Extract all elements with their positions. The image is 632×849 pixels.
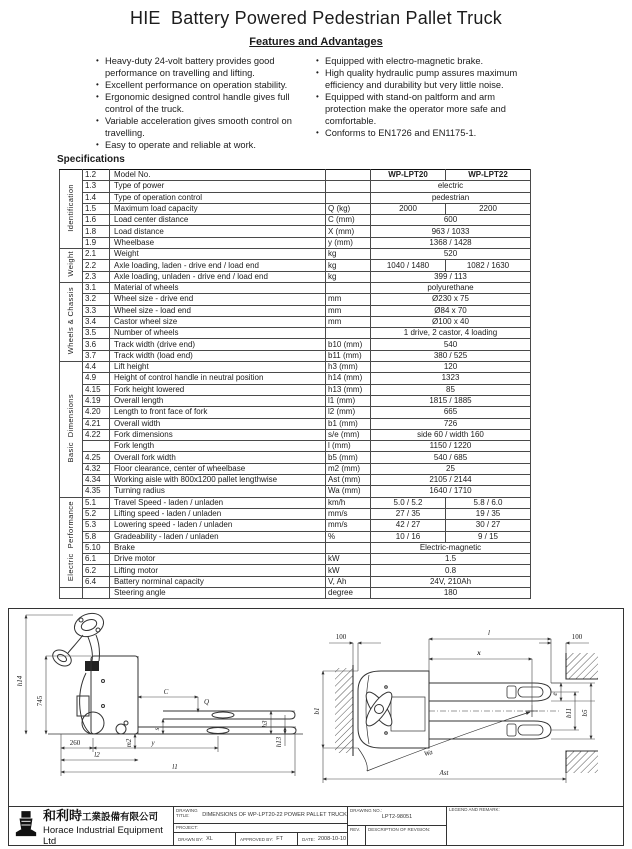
table-row bbox=[60, 316, 531, 327]
row-symbol-unit: s/e (mm) bbox=[326, 429, 371, 440]
row-value: 25 bbox=[371, 463, 531, 474]
row-symbol-unit: mm bbox=[326, 316, 371, 327]
table-row bbox=[60, 328, 531, 339]
table-row bbox=[60, 339, 531, 350]
table-row bbox=[60, 452, 531, 463]
row-description: Turning radius bbox=[110, 486, 326, 497]
row-symbol-unit: kg bbox=[326, 271, 371, 282]
row-number: 1.5 bbox=[83, 203, 110, 214]
row-number: 4.21 bbox=[83, 418, 110, 429]
feature-item: • Conforms to EN1726 and EN1175-1. bbox=[316, 127, 532, 139]
table-row bbox=[60, 282, 531, 293]
row-number: 3.3 bbox=[83, 305, 110, 316]
table-row bbox=[60, 373, 531, 384]
dim-label-l2: l2 bbox=[94, 751, 100, 759]
section-label: Weight bbox=[60, 249, 83, 283]
row-description: Load distance bbox=[110, 226, 326, 237]
section-label: Basic Dimensions bbox=[60, 362, 83, 498]
table-row bbox=[60, 463, 531, 474]
section-label: Wheels & Chassis bbox=[60, 282, 83, 361]
row-number: 1.2 bbox=[83, 170, 110, 181]
row-value: 665 bbox=[371, 407, 531, 418]
row-value: 120 bbox=[371, 362, 531, 373]
row-value-lpt20: 27 / 35 bbox=[371, 508, 446, 519]
row-value: 1 drive, 2 castor, 4 loading bbox=[371, 328, 531, 339]
dim-label-b5: b5 bbox=[581, 709, 589, 717]
row-number: 4.15 bbox=[83, 384, 110, 395]
drawing-no-label: DRAWING NO.: bbox=[350, 808, 383, 813]
row-value: 2105 / 2144 bbox=[371, 475, 531, 486]
row-description: Lowering speed - laden / unladen bbox=[110, 520, 326, 531]
row-symbol-unit: h13 (mm) bbox=[326, 384, 371, 395]
row-value: 726 bbox=[371, 418, 531, 429]
row-value: pedestrian bbox=[371, 192, 531, 203]
row-description: Fork dimensions bbox=[110, 429, 326, 440]
row-description: Height of control handle in neutral position bbox=[110, 373, 326, 384]
dim-label-C: C bbox=[163, 688, 169, 696]
row-symbol-unit: l1 (mm) bbox=[326, 395, 371, 406]
company-name-zh-main: 和利時 bbox=[43, 808, 83, 823]
dim-label-l1: l1 bbox=[172, 763, 178, 771]
row-symbol-unit bbox=[326, 192, 371, 203]
dim-label-100-right: 100 bbox=[571, 633, 583, 641]
drawing-no-value: LPT2-98051 bbox=[381, 814, 413, 820]
top-view-dimension-labels bbox=[313, 629, 589, 777]
row-value: 963 / 1033 bbox=[371, 226, 531, 237]
row-description: Overall length bbox=[110, 395, 326, 406]
row-description: Overall fork width bbox=[110, 452, 326, 463]
table-row bbox=[60, 305, 531, 316]
row-value-lpt22: WP-LPT22 bbox=[446, 170, 531, 181]
row-number: 1.6 bbox=[83, 215, 110, 226]
table-row bbox=[60, 170, 531, 181]
row-description: Steering angle bbox=[110, 587, 326, 598]
row-value: 399 / 113 bbox=[371, 271, 531, 282]
row-description: Fork length bbox=[110, 441, 326, 452]
row-description: Fork height lowered bbox=[110, 384, 326, 395]
row-value: 24V, 210Ah bbox=[371, 576, 531, 587]
approved-by-value: FT bbox=[276, 836, 283, 842]
row-symbol-unit: b10 (mm) bbox=[326, 339, 371, 350]
table-row bbox=[60, 203, 531, 214]
row-number: 2.1 bbox=[83, 249, 110, 260]
row-value: 1368 / 1428 bbox=[371, 237, 531, 248]
row-description: Overall width bbox=[110, 418, 326, 429]
row-symbol-unit: C (mm) bbox=[326, 215, 371, 226]
drawn-by-value: XL bbox=[206, 836, 213, 842]
table-row bbox=[60, 441, 531, 452]
row-number: 3.2 bbox=[83, 294, 110, 305]
drawing-title-label: DRAWING TITLE: bbox=[176, 808, 198, 818]
side-view-truck-outline bbox=[48, 611, 303, 734]
feature-item: • Heavy-duty 24-volt battery provides good performance on travelling and lifting. bbox=[96, 55, 306, 79]
row-description: Model No. bbox=[110, 170, 326, 181]
dim-label-e: e bbox=[551, 692, 559, 696]
row-description: Lifting speed - laden / unladen bbox=[110, 508, 326, 519]
drawing-sheet bbox=[8, 608, 624, 846]
row-symbol-unit: mm bbox=[326, 294, 371, 305]
row-value-lpt20: WP-LPT20 bbox=[371, 170, 446, 181]
row-value-lpt20: 1040 / 1480 bbox=[371, 260, 446, 271]
dim-label-h3: h3 bbox=[261, 720, 269, 728]
section-label: Identification bbox=[60, 170, 83, 249]
row-description: Length to front face of fork bbox=[110, 407, 326, 418]
dim-label-m2: m2 bbox=[125, 738, 133, 748]
row-description: Wheel size - drive end bbox=[110, 294, 326, 305]
table-row bbox=[60, 475, 531, 486]
table-row bbox=[60, 362, 531, 373]
dim-label-100-left: 100 bbox=[335, 633, 347, 641]
table-row bbox=[60, 565, 531, 576]
company-logo bbox=[14, 810, 38, 842]
row-symbol-unit: X (mm) bbox=[326, 226, 371, 237]
row-number: 3.1 bbox=[83, 282, 110, 293]
row-number: 1.4 bbox=[83, 192, 110, 203]
row-value-lpt20: 42 / 27 bbox=[371, 520, 446, 531]
table-row bbox=[60, 587, 531, 598]
top-view-drawing bbox=[309, 613, 621, 808]
row-symbol-unit: degree bbox=[326, 587, 371, 598]
legend-label: LEGEND AND REMARK: bbox=[449, 807, 500, 812]
feature-item: • Equipped with stand-on paltform and arm protection make the operator more safe and comfortable. bbox=[316, 91, 532, 127]
row-description: Track width (load end) bbox=[110, 350, 326, 361]
row-symbol-unit: b5 (mm) bbox=[326, 452, 371, 463]
side-view-drawing bbox=[13, 611, 308, 808]
approved-by-label: APPROVED BY: bbox=[240, 837, 274, 842]
row-symbol-unit: Q (kg) bbox=[326, 203, 371, 214]
table-row bbox=[60, 384, 531, 395]
row-value: 0.8 bbox=[371, 565, 531, 576]
row-value-lpt22: 5.8 / 6.0 bbox=[446, 497, 531, 508]
row-value: Ø100 x 40 bbox=[371, 316, 531, 327]
row-number: 5.8 bbox=[83, 531, 110, 542]
table-row bbox=[60, 395, 531, 406]
title-block bbox=[9, 806, 623, 845]
features-list-right bbox=[316, 55, 532, 151]
row-value: 1815 / 1885 bbox=[371, 395, 531, 406]
row-number: 2.2 bbox=[83, 260, 110, 271]
row-value: 600 bbox=[371, 215, 531, 226]
row-symbol-unit bbox=[326, 282, 371, 293]
title-block-legend bbox=[447, 807, 623, 845]
row-symbol-unit: mm/s bbox=[326, 520, 371, 531]
row-value: 85 bbox=[371, 384, 531, 395]
feature-item: • Easy to operate and reliable at work. bbox=[96, 139, 306, 151]
row-description: Material of wheels bbox=[110, 282, 326, 293]
row-description: Number of wheels bbox=[110, 328, 326, 339]
row-number: 5.10 bbox=[83, 542, 110, 553]
table-row bbox=[60, 576, 531, 587]
table-row bbox=[60, 531, 531, 542]
row-description: Track width (drive end) bbox=[110, 339, 326, 350]
row-description: Weight bbox=[110, 249, 326, 260]
row-symbol-unit: h14 (mm) bbox=[326, 373, 371, 384]
row-description: Working aisle with 800x1200 pallet lengthwise bbox=[110, 475, 326, 486]
row-description: Type of operation control bbox=[110, 192, 326, 203]
dim-label-l: l bbox=[488, 629, 490, 637]
row-number bbox=[83, 587, 110, 598]
dim-label-Wa: Wa bbox=[423, 748, 434, 759]
table-row bbox=[60, 350, 531, 361]
features-list-left bbox=[96, 55, 306, 151]
row-number: 1.8 bbox=[83, 226, 110, 237]
row-value: 1150 / 1220 bbox=[371, 441, 531, 452]
row-number: 2.3 bbox=[83, 271, 110, 282]
row-number: 4.9 bbox=[83, 373, 110, 384]
row-symbol-unit: l2 (mm) bbox=[326, 407, 371, 418]
dim-label-b11: b11 bbox=[565, 708, 573, 718]
dim-label-b1: b1 bbox=[313, 707, 321, 715]
dim-label-745: 745 bbox=[36, 695, 44, 707]
table-row bbox=[60, 418, 531, 429]
row-number: 4.25 bbox=[83, 452, 110, 463]
features-heading: Features and Advantages bbox=[249, 36, 383, 48]
feature-item: • Equipped with electro-magnetic brake. bbox=[316, 55, 532, 67]
row-number: 6.4 bbox=[83, 576, 110, 587]
row-number: 4.32 bbox=[83, 463, 110, 474]
row-number: 6.2 bbox=[83, 565, 110, 576]
date-value: 2008-10-10 bbox=[317, 836, 347, 842]
table-row bbox=[60, 429, 531, 440]
feature-item: • High quality hydraulic pump assures maximum efficiency and durability but very little noise. bbox=[316, 67, 532, 91]
company-cell bbox=[9, 807, 174, 845]
row-symbol-unit: h3 (mm) bbox=[326, 362, 371, 373]
table-row bbox=[60, 249, 531, 260]
row-symbol-unit: % bbox=[326, 531, 371, 542]
row-symbol-unit: Ast (mm) bbox=[326, 475, 371, 486]
row-symbol-unit: l (mm) bbox=[326, 441, 371, 452]
row-description: Axle loading, laden - drive end / load end bbox=[110, 260, 326, 271]
row-number: 4.4 bbox=[83, 362, 110, 373]
row-description: Wheel size - load end bbox=[110, 305, 326, 316]
row-number bbox=[83, 441, 110, 452]
row-value-lpt22: 1082 / 1630 bbox=[446, 260, 531, 271]
row-number: 3.6 bbox=[83, 339, 110, 350]
company-name-zh-rest: 工業設備有限公司 bbox=[82, 812, 159, 823]
row-number: 3.5 bbox=[83, 328, 110, 339]
specifications-heading: Specifications bbox=[57, 154, 125, 165]
row-value-lpt22: 2200 bbox=[446, 203, 531, 214]
description-of-revision-label: DESCRIPTION OF REVISION: bbox=[368, 827, 431, 832]
spec-table bbox=[59, 169, 531, 599]
dim-label-y: y bbox=[151, 739, 155, 747]
row-value-lpt20: 10 / 16 bbox=[371, 531, 446, 542]
company-name-en: Horace Industrial Equipment Ltd bbox=[43, 825, 163, 847]
row-symbol-unit: mm/s bbox=[326, 508, 371, 519]
side-view-dimension-labels bbox=[16, 675, 283, 771]
dim-label-x: x bbox=[477, 649, 481, 657]
table-row bbox=[60, 508, 531, 519]
table-row bbox=[60, 237, 531, 248]
row-number: 5.1 bbox=[83, 497, 110, 508]
row-value: 1.5 bbox=[371, 554, 531, 565]
drawn-by-label: DRAWN BY: bbox=[178, 837, 204, 842]
row-symbol-unit bbox=[326, 328, 371, 339]
row-description: Battery norminal capacity bbox=[110, 576, 326, 587]
title-block-drawing-no bbox=[348, 807, 447, 845]
row-number: 4.20 bbox=[83, 407, 110, 418]
row-symbol-unit: km/h bbox=[326, 497, 371, 508]
table-row bbox=[60, 181, 531, 192]
top-view-truck-outline bbox=[335, 653, 598, 773]
row-value: Electric-magnetic bbox=[371, 542, 531, 553]
row-value-lpt22: 19 / 35 bbox=[446, 508, 531, 519]
rev-label: REV. bbox=[348, 826, 366, 845]
row-value-lpt22: 30 / 27 bbox=[446, 520, 531, 531]
row-symbol-unit: m2 (mm) bbox=[326, 463, 371, 474]
table-row bbox=[60, 542, 531, 553]
row-number: 4.19 bbox=[83, 395, 110, 406]
row-value: 1323 bbox=[371, 373, 531, 384]
row-symbol-unit: kg bbox=[326, 249, 371, 260]
row-number: 1.9 bbox=[83, 237, 110, 248]
row-symbol-unit bbox=[326, 181, 371, 192]
row-number: 6.1 bbox=[83, 554, 110, 565]
feature-item: • Ergonomic designed control handle gives full control of the truck. bbox=[96, 91, 306, 115]
row-symbol-unit: V, Ah bbox=[326, 576, 371, 587]
table-row bbox=[60, 215, 531, 226]
row-number: 4.22 bbox=[83, 429, 110, 440]
row-symbol-unit: Wa (mm) bbox=[326, 486, 371, 497]
row-value: 380 / 525 bbox=[371, 350, 531, 361]
row-value: Ø84 x 70 bbox=[371, 305, 531, 316]
row-value: 1640 / 1710 bbox=[371, 486, 531, 497]
table-row bbox=[60, 497, 531, 508]
drawing-title-value: DIMENSIONS OF WP-LPT20-22 POWER PALLET TRUCK bbox=[202, 812, 347, 818]
spec-table-body bbox=[60, 170, 531, 599]
table-row bbox=[60, 294, 531, 305]
row-value: 180 bbox=[371, 587, 531, 598]
dim-label-Ast: Ast bbox=[439, 769, 449, 777]
row-symbol-unit bbox=[326, 542, 371, 553]
date-label: DATE: bbox=[302, 837, 315, 842]
table-row bbox=[60, 486, 531, 497]
row-description: Lifting motor bbox=[110, 565, 326, 576]
row-description: Travel Speed - laden / unladen bbox=[110, 497, 326, 508]
row-value: 540 bbox=[371, 339, 531, 350]
title-block-middle bbox=[174, 807, 348, 845]
row-value: 520 bbox=[371, 249, 531, 260]
table-row bbox=[60, 520, 531, 531]
row-symbol-unit bbox=[326, 170, 371, 181]
table-row bbox=[60, 554, 531, 565]
dim-label-h14: h14 bbox=[16, 675, 24, 687]
row-description: Castor wheel size bbox=[110, 316, 326, 327]
row-value: polyurethane bbox=[371, 282, 531, 293]
row-description: Brake bbox=[110, 542, 326, 553]
dim-label-Q: Q bbox=[204, 698, 210, 706]
side-view-dimension-lines bbox=[26, 615, 296, 776]
row-description: Type of power bbox=[110, 181, 326, 192]
row-description: Drive motor bbox=[110, 554, 326, 565]
row-number: 3.4 bbox=[83, 316, 110, 327]
row-symbol-unit: kW bbox=[326, 565, 371, 576]
section-label bbox=[60, 587, 83, 598]
row-symbol-unit: b1 (mm) bbox=[326, 418, 371, 429]
feature-item: • Excellent performance on operation stability. bbox=[96, 79, 306, 91]
row-value-lpt20: 5.0 / 5.2 bbox=[371, 497, 446, 508]
row-symbol-unit: kW bbox=[326, 554, 371, 565]
row-number: 5.3 bbox=[83, 520, 110, 531]
table-row bbox=[60, 271, 531, 282]
row-value-lpt22: 9 / 15 bbox=[446, 531, 531, 542]
row-number: 5.2 bbox=[83, 508, 110, 519]
row-symbol-unit: kg bbox=[326, 260, 371, 271]
row-symbol-unit: b11 (mm) bbox=[326, 350, 371, 361]
row-value: side 60 / width 160 bbox=[371, 429, 531, 440]
dim-label-260: 260 bbox=[69, 739, 81, 747]
feature-item: • Variable acceleration gives smooth control on travelling. bbox=[96, 115, 306, 139]
row-value-lpt20: 2000 bbox=[371, 203, 446, 214]
section-label: Electric Performance bbox=[60, 497, 83, 587]
row-number: 1.3 bbox=[83, 181, 110, 192]
row-number: 3.7 bbox=[83, 350, 110, 361]
table-row bbox=[60, 260, 531, 271]
row-description: Floor clearance, center of wheelbase bbox=[110, 463, 326, 474]
table-row bbox=[60, 407, 531, 418]
row-value: electric bbox=[371, 181, 531, 192]
table-row bbox=[60, 226, 531, 237]
row-symbol-unit: y (mm) bbox=[326, 237, 371, 248]
row-value: 540 / 685 bbox=[371, 452, 531, 463]
row-description: Maximum load capacity bbox=[110, 203, 326, 214]
row-description: Axle loading, unladen - drive end / load end bbox=[110, 271, 326, 282]
row-description: Load center distance bbox=[110, 215, 326, 226]
row-description: Wheelbase bbox=[110, 237, 326, 248]
row-number: 4.34 bbox=[83, 475, 110, 486]
row-description: Lift height bbox=[110, 362, 326, 373]
row-description: Gradeability - laden / unladen bbox=[110, 531, 326, 542]
table-row bbox=[60, 192, 531, 203]
page-title: HIE Battery Powered Pedestrian Pallet Truck bbox=[130, 8, 502, 28]
features-section bbox=[96, 55, 532, 151]
row-symbol-unit: mm bbox=[326, 305, 371, 316]
dim-label-s: s bbox=[153, 727, 161, 731]
dim-label-h13: h13 bbox=[275, 736, 283, 748]
project-label: PROJECT: bbox=[176, 825, 198, 830]
row-value: Ø230 x 75 bbox=[371, 294, 531, 305]
row-number: 4.35 bbox=[83, 486, 110, 497]
